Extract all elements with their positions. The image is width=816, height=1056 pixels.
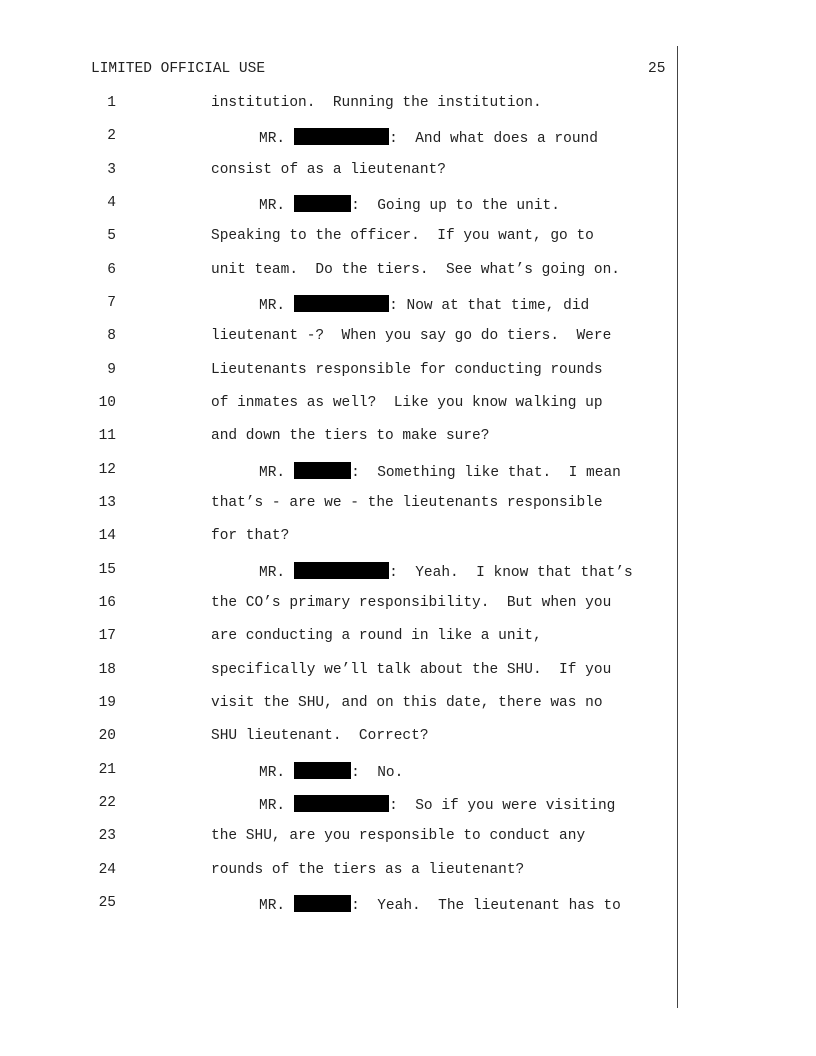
transcript-line	[0, 695, 680, 719]
transcript-line	[0, 328, 680, 352]
page-header-classification: LIMITED OFFICIAL USE	[91, 61, 266, 77]
spoken-text: : Yeah. The lieutenant has to	[351, 897, 621, 914]
line-text	[211, 428, 489, 444]
spoken-text: specifically we’ll talk about the SHU. If you	[211, 661, 612, 678]
speaker-label: MR.	[259, 297, 286, 314]
line-text	[211, 595, 611, 611]
line-number: 23	[98, 828, 116, 845]
spoken-text: institution. Running the institution.	[211, 95, 542, 111]
transcript-line	[0, 228, 680, 252]
spoken-text: : Something like that. I mean	[351, 464, 621, 481]
spoken-text: rounds of the tiers as a lieutenant?	[211, 861, 525, 878]
line-text	[211, 695, 603, 711]
line-number: 4	[107, 194, 116, 211]
redaction-box	[294, 462, 351, 479]
page-number: 25	[648, 61, 666, 77]
spoken-text: are conducting a round in like a unit,	[211, 628, 542, 645]
transcript-line	[0, 562, 680, 586]
line-text	[211, 528, 289, 544]
speaker-label: MR.	[259, 897, 286, 914]
line-text	[211, 495, 603, 511]
line-text	[211, 628, 542, 644]
spoken-text: consist of as a lieutenant?	[211, 161, 446, 178]
spoken-text: : Yeah. I know that that’s	[389, 564, 633, 581]
transcript-line	[0, 895, 680, 919]
transcript-line	[0, 862, 680, 886]
transcript-line	[0, 462, 680, 486]
line-text	[211, 228, 594, 244]
line-number: 2	[107, 128, 116, 145]
redaction-box	[294, 762, 351, 779]
line-text	[259, 562, 633, 581]
transcript-line	[0, 828, 680, 852]
spoken-text: that’s - are we - the lieutenants responsible	[211, 494, 603, 511]
line-number: 14	[98, 528, 116, 545]
spoken-text: visit the SHU, and on this date, there was no	[211, 694, 603, 711]
line-text	[211, 395, 603, 411]
line-number: 9	[107, 361, 116, 378]
line-text	[259, 462, 621, 481]
line-number: 5	[107, 228, 116, 245]
transcript-line	[0, 128, 680, 152]
spoken-text: Lieutenants responsible for conducting rounds	[211, 361, 603, 378]
transcript-line	[0, 728, 680, 752]
line-text	[259, 295, 589, 314]
spoken-text: : No.	[351, 764, 404, 781]
speaker-label: MR.	[259, 464, 286, 481]
line-number: 16	[98, 594, 116, 611]
transcript-line	[0, 95, 680, 119]
spoken-text: : Going up to the unit.	[351, 197, 560, 214]
line-number: 15	[98, 561, 116, 578]
line-number: 21	[98, 761, 116, 778]
line-text	[259, 128, 598, 147]
transcript-line	[0, 395, 680, 419]
speaker-label: MR.	[259, 564, 286, 581]
line-number: 24	[98, 861, 116, 878]
transcript-line	[0, 295, 680, 319]
transcript-line	[0, 662, 680, 686]
line-number: 19	[98, 694, 116, 711]
line-number: 6	[107, 261, 116, 278]
line-number: 3	[107, 161, 116, 178]
transcript-line	[0, 628, 680, 652]
line-text	[259, 795, 615, 814]
redaction-box	[294, 195, 351, 212]
spoken-text: lieutenant -? When you say go do tiers. Were	[211, 328, 612, 345]
redaction-box	[294, 128, 389, 145]
line-text	[211, 328, 611, 344]
line-number: 22	[98, 794, 116, 811]
spoken-text: and down the tiers to make sure?	[211, 428, 490, 445]
line-text	[259, 895, 621, 914]
spoken-text: the CO’s primary responsibility. But when you	[211, 594, 612, 611]
transcript-line	[0, 528, 680, 552]
transcript-line	[0, 162, 680, 186]
line-number: 1	[107, 95, 116, 111]
line-number: 11	[98, 428, 116, 445]
line-text	[211, 362, 603, 378]
line-text	[211, 662, 611, 678]
spoken-text: unit team. Do the tiers. See what’s going on.	[211, 261, 620, 278]
transcript-line	[0, 495, 680, 519]
redaction-box	[294, 562, 389, 579]
line-number: 20	[98, 728, 116, 745]
redaction-box	[294, 295, 389, 312]
spoken-text: for that?	[211, 528, 290, 545]
spoken-text: : And what does a round	[389, 131, 598, 148]
line-number: 17	[98, 628, 116, 645]
line-text	[259, 762, 403, 781]
speaker-label: MR.	[259, 131, 286, 148]
line-text	[211, 728, 429, 744]
line-text	[211, 162, 446, 178]
line-text	[211, 828, 585, 844]
speaker-label: MR.	[259, 797, 286, 814]
spoken-text: SHU lieutenant. Correct?	[211, 728, 429, 745]
line-number: 13	[98, 494, 116, 511]
spoken-text: of inmates as well? Like you know walking up	[211, 394, 603, 411]
transcript-line	[0, 762, 680, 786]
spoken-text: : Now at that time, did	[389, 297, 590, 314]
spoken-text: Speaking to the officer. If you want, go to	[211, 228, 594, 245]
line-number: 10	[98, 394, 116, 411]
line-text	[211, 262, 620, 278]
speaker-label: MR.	[259, 197, 286, 214]
line-number: 7	[107, 294, 116, 311]
transcript-line	[0, 195, 680, 219]
transcript-line	[0, 362, 680, 386]
line-text	[259, 195, 560, 214]
spoken-text: : So if you were visiting	[389, 797, 616, 814]
line-text	[211, 862, 524, 878]
redaction-box	[294, 895, 351, 912]
speaker-label: MR.	[259, 764, 286, 781]
line-number: 18	[98, 661, 116, 678]
spoken-text: the SHU, are you responsible to conduct any	[211, 828, 586, 845]
transcript-line	[0, 795, 680, 819]
line-number: 8	[107, 328, 116, 345]
transcript-line	[0, 262, 680, 286]
transcript-line	[0, 595, 680, 619]
line-text	[211, 95, 542, 111]
line-number: 25	[98, 894, 116, 911]
transcript-line	[0, 428, 680, 452]
line-number: 12	[98, 461, 116, 478]
redaction-box	[294, 795, 389, 812]
